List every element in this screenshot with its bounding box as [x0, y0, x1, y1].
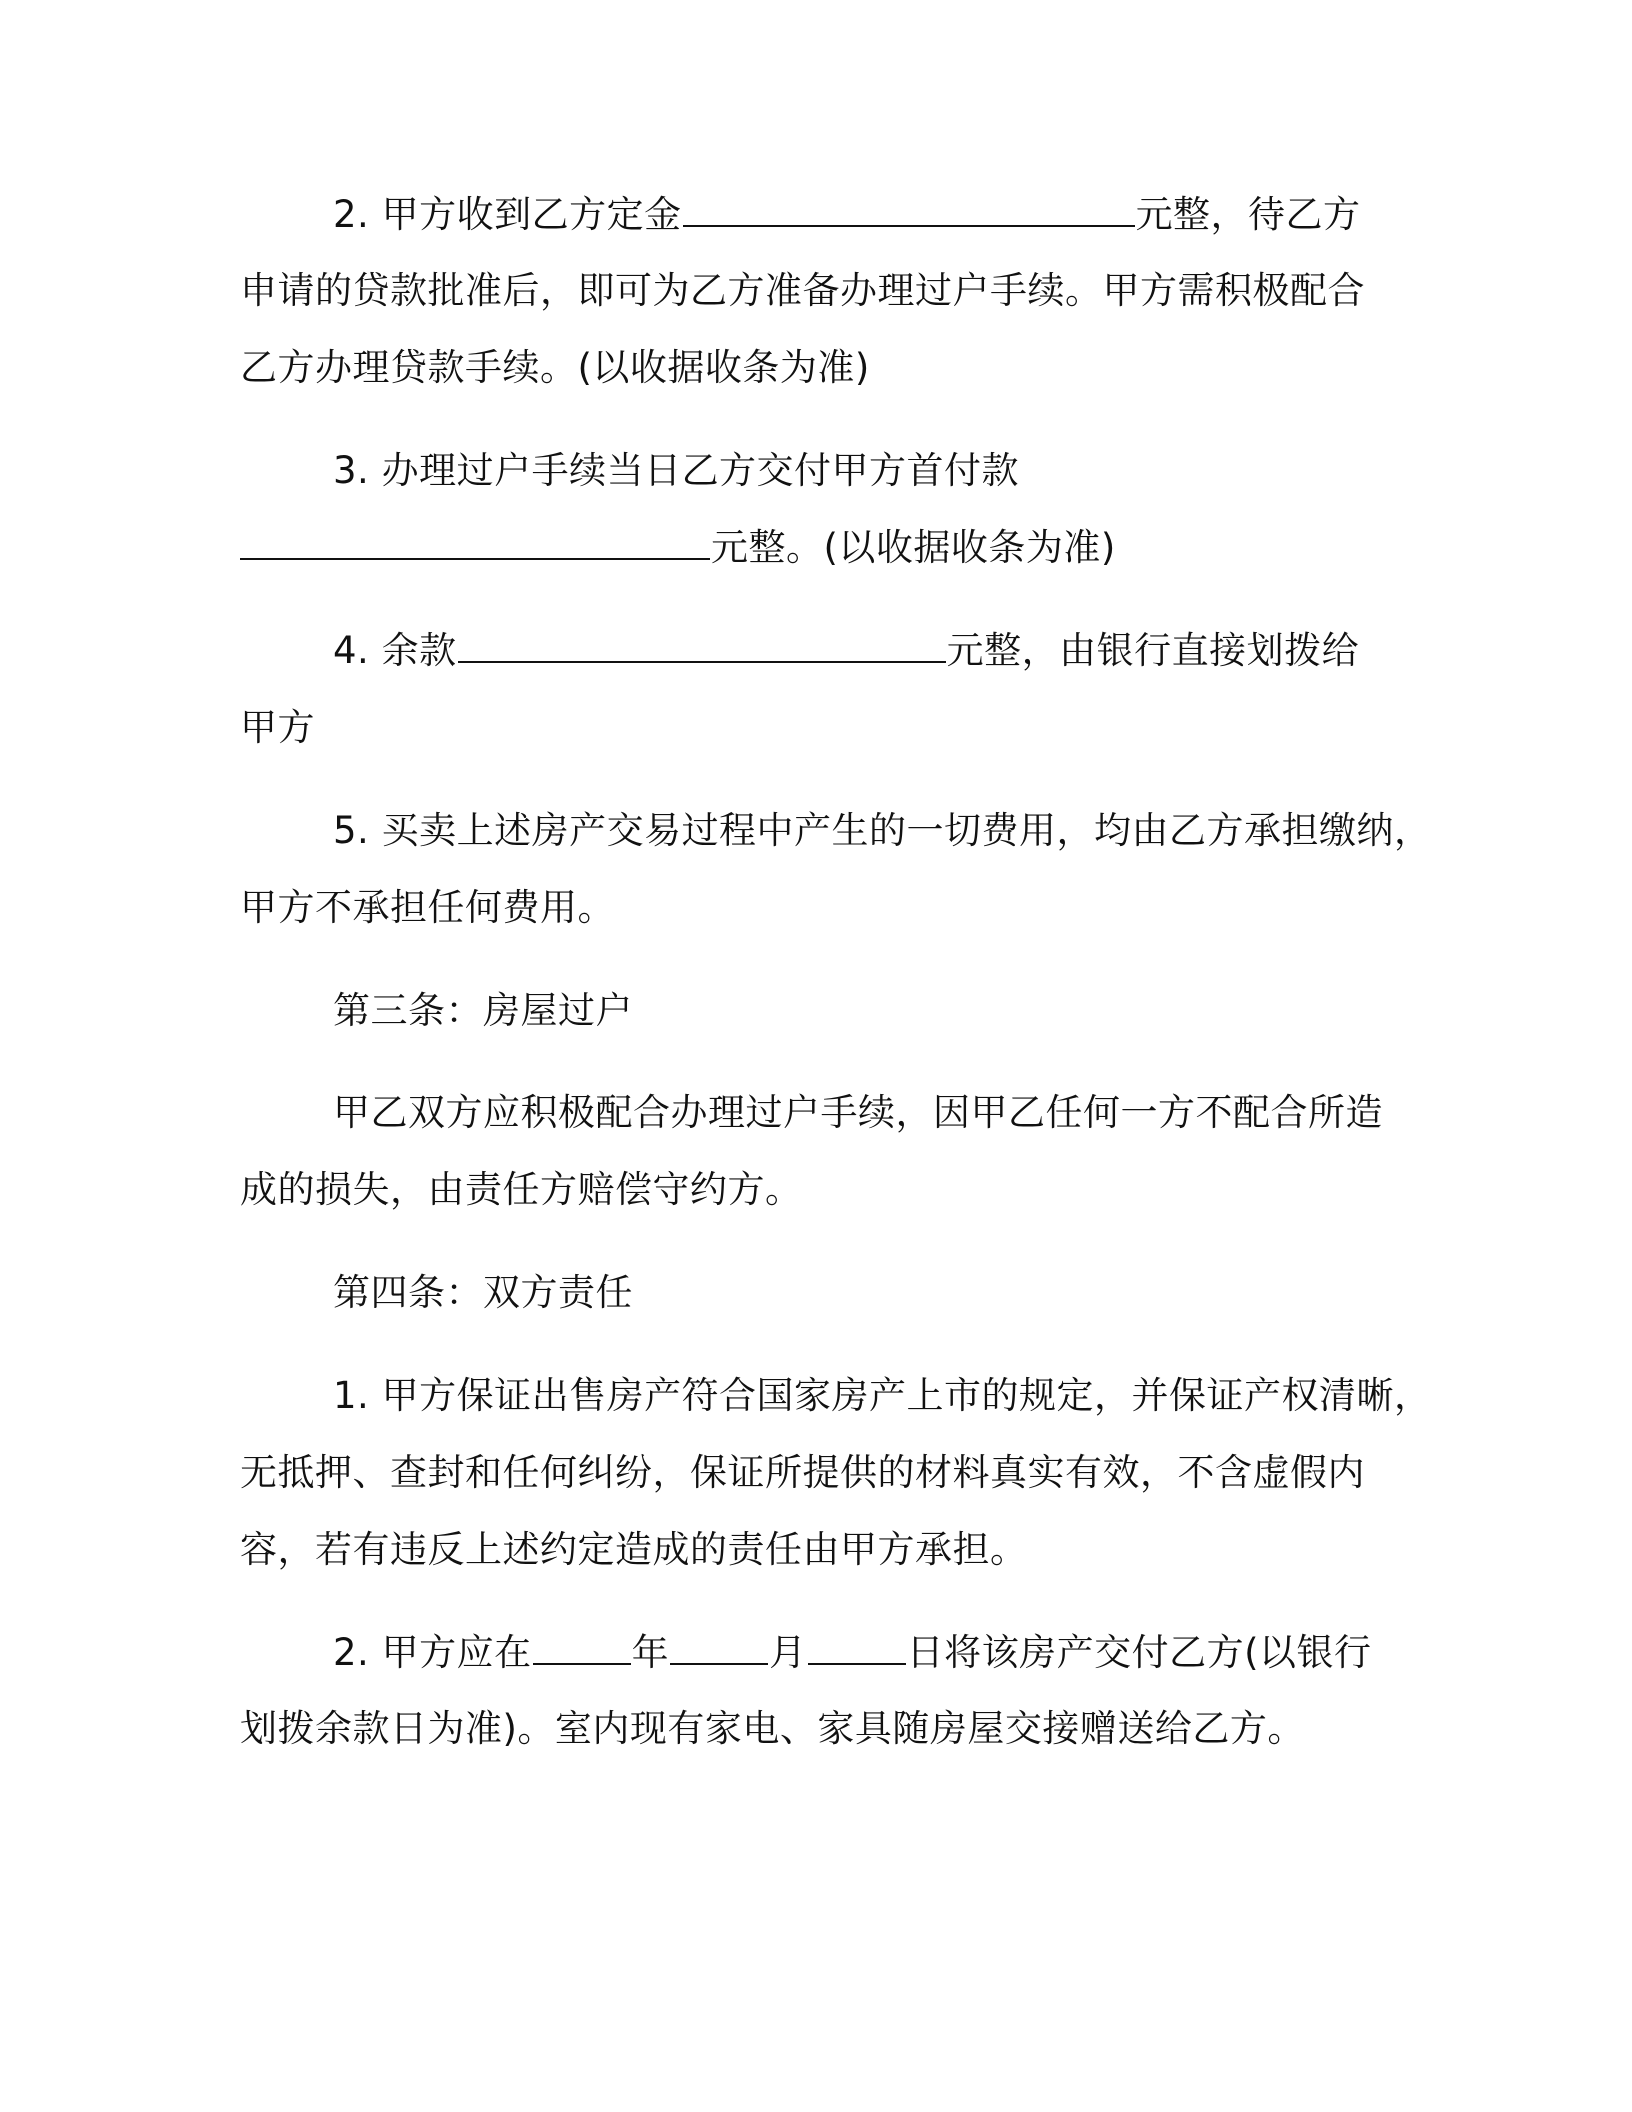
deposit-amount-blank [683, 195, 1135, 227]
clause-text: 元整，待乙方 [1135, 193, 1361, 236]
day-blank [808, 1633, 906, 1665]
clause-text: 年 [631, 1631, 670, 1674]
clause-text: 日将该房产交付乙方(以银行 [906, 1631, 1372, 1674]
month-blank [670, 1633, 768, 1665]
clause-text: 元整。(以收据收条为准) [711, 526, 1116, 569]
down-payment-blank [240, 528, 710, 560]
clause-3-line-1: 3. 办理过户手续当日乙方交付甲方首付款 [333, 449, 1020, 492]
balance-amount-blank [458, 631, 946, 663]
article-4-clause-1-line-3: 容，若有违反上述约定造成的责任由甲方承担。 [240, 1528, 1028, 1571]
clause-text: 2. 甲方收到乙方定金 [333, 193, 682, 236]
clause-text: 4. 余款 [333, 629, 457, 672]
clause-text: 月 [769, 1631, 807, 1674]
clause-text: 2. 甲方应在 [333, 1631, 532, 1674]
clause-4-line-1 [333, 628, 1359, 674]
clause-2-line-3: 乙方办理贷款手续。(以收据收条为准) [240, 346, 870, 389]
clause-text: 元整，由银行直接划拨给 [946, 629, 1360, 672]
clause-2-line-1 [333, 192, 1361, 238]
article-4-clause-1-line-1: 1. 甲方保证出售房产符合国家房产上市的规定，并保证产权清晰， [333, 1374, 1432, 1417]
article-4-clause-2-line-2: 划拨余款日为准)。室内现有家电、家具随房屋交接赠送给乙方。 [240, 1707, 1305, 1750]
clause-2-line-2: 申请的贷款批准后，即可为乙方准备办理过户手续。甲方需积极配合 [240, 269, 1365, 312]
article-4-heading: 第四条：双方责任 [333, 1271, 633, 1314]
article-4-clause-2-line-1 [333, 1630, 1372, 1676]
clause-3-line-2 [240, 525, 1116, 571]
article-3-heading: 第三条：房屋过户 [333, 989, 633, 1032]
year-blank [533, 1633, 631, 1665]
article-4-clause-1-line-2: 无抵押、查封和任何纠纷，保证所提供的材料真实有效，不含虚假内 [240, 1451, 1365, 1494]
clause-4-line-2: 甲方 [240, 706, 315, 749]
article-3-text-line-2: 成的损失，由责任方赔偿守约方。 [240, 1168, 803, 1211]
clause-5-line-2: 甲方不承担任何费用。 [240, 886, 615, 929]
article-3-text-line-1: 甲乙双方应积极配合办理过户手续，因甲乙任何一方不配合所造 [333, 1091, 1383, 1134]
clause-5-line-1: 5. 买卖上述房产交易过程中产生的一切费用，均由乙方承担缴纳， [333, 809, 1432, 852]
